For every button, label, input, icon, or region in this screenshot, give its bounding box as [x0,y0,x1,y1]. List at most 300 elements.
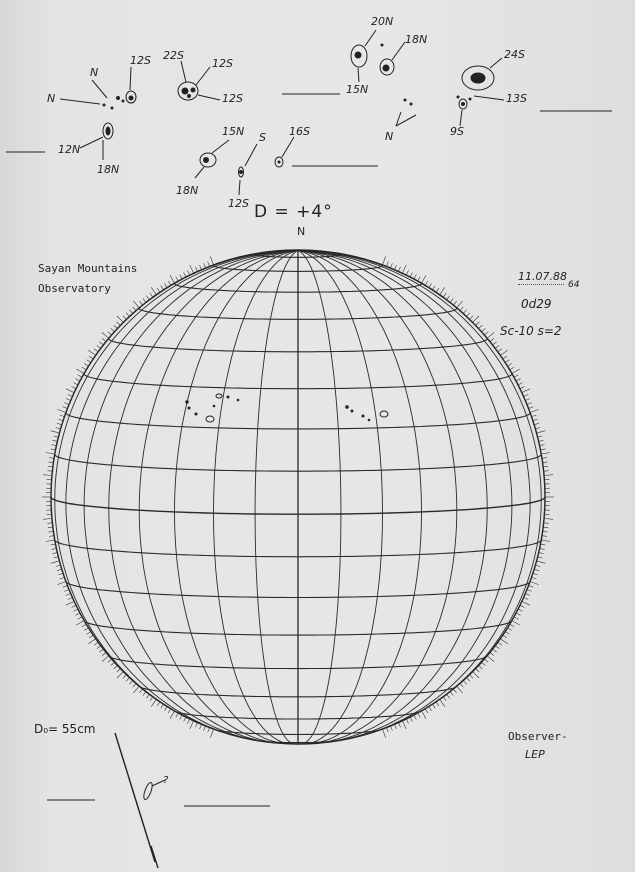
limb-tick [544,475,553,476]
spot-label: 13S [506,92,527,105]
limb-tick [84,364,88,367]
limb-tick [534,423,539,425]
limb-tick [532,577,537,579]
limb-tick [161,704,164,708]
spot-label: 15N [222,125,245,138]
observation-date: 11.07.88 [518,270,567,283]
limb-tick [129,310,132,314]
limb-tick [410,273,412,277]
limb-tick [450,692,453,696]
unknown-mark: ? [163,775,169,786]
limb-tick [88,350,95,355]
limb-tick [176,277,179,281]
spot-label: 12S [222,92,243,105]
limb-tick [58,573,63,575]
observer-initials: LEP [525,748,545,761]
limb-tick [490,652,494,655]
limb-tick [476,669,480,673]
limb-tick [487,332,494,338]
date-suffix: 64 [568,280,580,290]
limb-tick [490,338,494,341]
limb-tick [543,527,548,528]
limb-tick [53,553,58,554]
limb-tick [391,263,393,268]
heliographic-grid [51,250,545,744]
limb-tick [414,275,416,279]
limb-tick [443,697,446,701]
limb-tick [82,367,86,370]
limb-tick [484,659,488,662]
limb-tick [66,601,74,605]
limb-tick [74,609,78,611]
limb-tick [543,466,548,467]
spot-label: 18N [176,184,199,197]
spot-label: N [47,92,56,105]
limb-tick [527,403,532,405]
limb-tick [447,296,450,300]
limb-tick [533,419,538,421]
limb-tick [544,471,549,472]
limb-tick [204,263,206,268]
limb-tick [78,617,82,620]
limb-tick [433,286,436,290]
limb-tick [53,440,58,441]
limb-tick [514,617,518,620]
limb-tick [150,697,153,701]
limb-tick [391,726,393,731]
limb-tick [56,565,61,566]
limb-tick [440,287,445,294]
limb-tick [180,275,182,279]
limb-tick [524,598,529,600]
limb-tick [387,262,389,267]
limb-tick [60,415,65,417]
limb-tick [63,586,68,588]
limb-tick [482,328,486,331]
limb-tick [529,586,534,588]
limb-tick [200,724,202,729]
limb-tick [450,298,453,302]
limb-tick [46,540,55,542]
limb-tick [510,624,514,627]
limb-tick [102,656,109,662]
limb-tick [72,605,77,607]
limb-tick [395,724,397,729]
limb-tick [510,367,514,370]
limb-tick [47,471,52,472]
limb-tick [188,271,190,276]
limb-tick [541,453,550,455]
limb-tick [102,332,109,338]
limb-tick [133,307,136,311]
limb-tick [196,267,198,272]
limb-tick [532,415,537,417]
limb-tick [530,409,539,412]
limb-tick [190,265,194,273]
limb-tick [76,613,80,615]
limb-tick [387,728,389,733]
limb-tick [63,407,68,409]
limb-tick [57,409,66,412]
limb-tick [436,288,439,292]
limb-tick [210,729,213,738]
limb-tick [64,403,69,405]
limb-tick [188,719,190,724]
limb-tick [402,721,406,729]
limb-tick [541,449,546,450]
spot-label: 12S [212,57,233,70]
limb-tick [117,322,121,326]
date-underline [518,283,564,285]
limb-tick [525,594,530,596]
limb-tick [525,399,530,401]
limb-tick [49,531,54,532]
limb-tick [133,683,136,687]
spot-label: 12N [58,143,81,156]
limb-tick [425,709,428,713]
limb-tick [436,702,439,706]
limb-tick [210,256,213,265]
limb-tick [542,536,547,537]
limb-tick [74,383,78,385]
limb-tick [429,707,432,711]
longitude-line [55,251,298,730]
limb-tick [200,265,202,270]
limb-tick [108,332,112,335]
limb-tick [414,715,416,719]
limb-tick [406,271,408,276]
limb-tick [505,360,509,363]
limb-tick [66,594,71,596]
limb-tick [196,723,198,728]
limb-tick [473,672,479,678]
limb-tick [99,649,103,652]
limb-tick [470,316,474,320]
limb-tick [467,678,470,682]
limb-tick [165,283,168,287]
limb-tick [52,548,57,549]
limb-tick [133,686,139,693]
limb-tick [94,642,98,645]
limb-tick [410,717,412,721]
limb-tick [447,694,450,698]
limb-tick [453,301,456,305]
limb-tick [540,548,545,549]
limb-tick [503,356,507,359]
limb-tick [399,723,401,728]
limb-tick [440,699,445,706]
limb-tick [484,332,488,335]
limb-tick [54,436,59,437]
limb-tick [117,669,121,673]
limb-tick [425,281,428,285]
limb-tick [111,328,115,331]
limb-tick [473,316,479,322]
limb-tick [76,369,84,374]
longitude-line [298,251,383,744]
limb-tick [498,349,502,352]
limb-tick [89,356,93,359]
limb-tick [208,262,210,267]
limb-tick [527,590,532,592]
disk-spot-group-west [346,406,388,421]
limb-tick [383,729,386,738]
limb-tick [482,662,486,665]
spot-label: 12S [130,54,151,67]
limb-tick [82,624,86,627]
spot-label: 12S [228,197,249,210]
limb-tick [538,436,543,437]
limb-tick [97,345,101,348]
limb-tick [399,267,401,272]
limb-tick [539,440,544,441]
limb-tick [204,726,206,731]
limb-tick [520,605,525,607]
spot-label: 22S [163,49,184,62]
limb-tick [537,561,546,563]
limb-tick [64,590,69,592]
limb-tick [57,569,62,571]
limb-tick [508,364,512,367]
limb-tick [139,301,142,305]
limb-tick [460,683,463,687]
limb-tick [479,666,483,669]
limb-tick [168,281,171,285]
limb-tick [453,689,456,693]
limb-tick [117,316,123,322]
limb-tick [518,609,522,611]
limb-tick [57,423,62,425]
limb-tick [544,523,549,524]
limb-tick [503,635,507,638]
limb-tick [146,694,149,698]
limb-tick [542,458,547,459]
observatory-name-line1: Sayan Mountains [38,262,138,275]
limb-tick [520,387,525,389]
limb-tick [524,395,529,397]
limb-tick [170,711,175,719]
limb-tick [514,375,518,378]
limb-tick [479,325,483,328]
limb-tick [184,717,186,721]
sketch-group-3 [195,137,378,195]
limb-tick [516,613,520,615]
limb-tick [512,369,520,374]
limb-tick [540,445,545,446]
limb-tick [56,428,61,429]
limb-tick [535,565,540,566]
limb-tick [89,635,93,638]
observation-time: 0d29 [521,297,552,311]
seeing-conditions: Sc-10 s=2 [500,324,562,338]
limb-tick [184,273,186,277]
limb-tick [97,646,101,649]
limb-tick [108,659,112,662]
limb-tick [418,277,421,281]
longitude-line [298,251,530,741]
limb-tick [530,582,539,585]
limb-tick [463,681,466,685]
limb-tick [150,293,153,297]
longitude-line [298,251,341,744]
limb-tick [43,475,52,476]
limb-tick [505,632,509,635]
limb-tick [168,709,171,713]
longitude-line [175,251,299,744]
limb-tick [139,689,142,693]
limb-tick [60,577,65,579]
limb-tick [535,428,540,429]
limb-tick [433,704,436,708]
limb-tick [68,395,73,397]
limb-tick [51,431,60,433]
limb-tick [383,256,386,265]
declination-label: D = +4° [254,202,333,222]
limb-tick [48,466,53,467]
limb-tick [467,313,470,317]
limb-tick [487,656,494,662]
limb-tick [151,287,156,294]
limb-tick [518,383,522,385]
limb-tick [54,557,59,558]
limb-tick [161,286,164,290]
spot-label: 9S [450,125,464,138]
limb-tick [543,531,548,532]
limb-tick [457,301,463,308]
limb-tick [500,639,507,644]
sketch-group-5 [282,58,612,126]
north-marker: N [297,225,306,238]
disk-diameter: D₀= 55cm [34,722,96,736]
limb-tick [460,307,463,311]
limb-tick [476,322,480,326]
limb-tick [522,601,530,605]
longitude-line [298,251,541,730]
limb-tick [508,628,512,631]
limb-tick [495,646,499,649]
limb-tick [123,675,127,679]
longitude-line [66,251,298,741]
limb-tick [88,639,95,644]
limb-tick [539,553,544,554]
limb-tick [143,298,146,302]
limb-tick [48,527,53,528]
limb-tick [51,561,60,563]
limb-tick [133,301,139,308]
limb-tick [534,569,539,571]
limb-tick [46,453,55,455]
limb-tick [493,342,497,345]
spot-label: 16S [289,125,310,138]
limb-tick [57,582,66,585]
limb-tick [537,431,546,433]
limb-tick [522,389,530,393]
limb-tick [500,350,507,355]
limb-tick [123,316,127,320]
limb-tick [516,379,520,381]
limb-tick [84,628,88,631]
limb-tick [66,399,71,401]
disk-spot-group-east [186,394,239,422]
limb-tick [126,313,129,317]
limb-tick [43,519,52,520]
spot-label: N [90,66,99,79]
longitude-line [298,251,422,744]
longitude-line [298,251,457,744]
limb-tick [544,519,553,520]
spot-label: 24S [504,48,525,61]
limb-tick [72,387,77,389]
limb-tick [429,283,432,287]
limb-tick [114,325,118,328]
spot-label: 20N [371,15,394,28]
limb-tick [51,449,56,450]
limb-tick [87,360,91,363]
limb-tick [117,672,123,678]
limb-tick [457,686,463,693]
limb-tick [538,557,543,558]
limb-tick [52,445,57,446]
limb-tick [76,621,84,626]
limb-tick [143,692,146,696]
limb-tick [180,715,182,719]
limb-tick [129,681,132,685]
limb-tick [58,419,63,421]
limb-tick [99,342,103,345]
limb-tick [102,652,106,655]
limb-tick [170,275,175,283]
limb-tick [512,621,520,626]
limb-tick [463,310,466,314]
observer-title: Observer- [508,730,568,743]
spot-label: 15N [346,83,369,96]
limb-tick [543,462,548,463]
limb-tick [498,642,502,645]
limb-tick [493,649,497,652]
limb-tick [114,666,118,669]
limb-tick [541,540,550,542]
limb-tick [541,544,546,545]
limb-tick [190,721,194,729]
limb-tick [66,389,74,393]
longitude-line [255,251,298,744]
observatory-name-line2: Observatory [38,282,111,295]
longitude-line [214,251,299,744]
limb-tick [111,662,115,665]
spot-label: N [385,130,394,143]
limb-tick [68,598,73,600]
spot-label: 18N [405,33,428,46]
limb-tick [94,349,98,352]
limb-tick [418,713,421,717]
longitude-line [139,251,298,744]
spot-label: S [259,131,266,144]
limb-tick [157,702,160,706]
limb-tick [102,338,106,341]
limb-tick [443,293,446,297]
limb-tick [51,544,56,545]
limb-tick [49,462,54,463]
limb-tick [422,711,427,719]
limb-tick [529,407,534,409]
limb-tick [151,699,156,706]
limb-tick [422,275,427,283]
limb-tick [49,536,54,537]
unidentified-feature [47,733,270,868]
limb-tick [146,296,149,300]
limb-tick [495,345,499,348]
limb-tick [402,265,406,273]
